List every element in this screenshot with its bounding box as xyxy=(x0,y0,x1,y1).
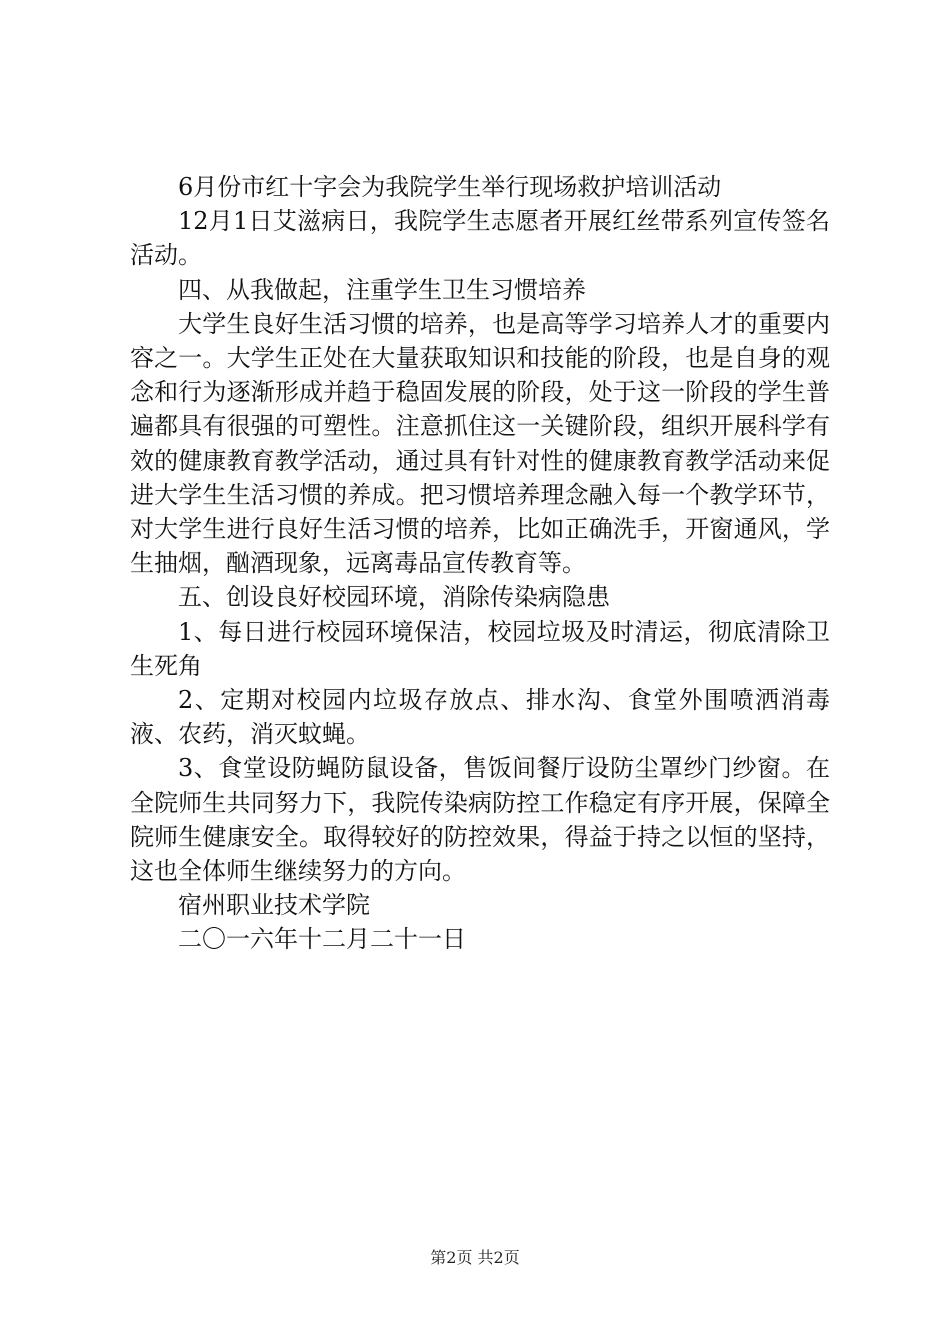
paragraph-training-event xyxy=(130,170,830,204)
paragraph-text: 1、每日进行校园环境保洁，校园垃圾及时清运，彻底清除卫生死角 xyxy=(130,617,830,680)
paragraph-item-3 xyxy=(130,751,830,888)
page-footer xyxy=(0,1245,950,1268)
paragraph-item-1 xyxy=(130,615,830,683)
heading-text: 四、从我做起，注重学生卫生习惯培养 xyxy=(178,275,586,304)
page-number: 第2页 共2页 xyxy=(430,1248,520,1267)
paragraph-text: 6月份市红十字会为我院学生举行现场救护培训活动 xyxy=(178,173,722,201)
signature-date xyxy=(130,922,830,956)
heading-text: 五、创设良好校园环境，消除传染病隐患 xyxy=(178,583,610,612)
paragraph-habits xyxy=(130,307,830,581)
section-heading-4 xyxy=(130,273,830,307)
date-text: 二〇一六年十二月二十一日 xyxy=(178,925,466,954)
document-body xyxy=(130,170,830,957)
paragraph-text: 3、食堂设防蝇防鼠设备，售饭间餐厅设防尘罩纱门纱窗。在全院师生共同努力下，我院传染病防控工作稳定有序开展，保障全院师生健康安全。取得较好的防控效果，得益于持之以恒的坚持，这也全体师生继续努力的方向。 xyxy=(130,754,830,886)
section-heading-5 xyxy=(130,580,830,614)
paragraph-item-2 xyxy=(130,683,830,751)
paragraph-aids-day xyxy=(130,204,830,272)
paragraph-text: 大学生良好生活习惯的培养，也是高等学习培养人才的重要内容之一。大学生正处在大量获取知识和技能的阶段，也是自身的观念和行为逐渐形成并趋于稳固发展的阶段，处于这一阶段的学生普遍都具有很强的可塑性。注意抓住这一关键阶段，组织开展科学有效的健康教育教学活动，通过具有针对性的健康教育教学活动来促进大学生生活习惯的养成。把习惯培养理念融入每一个教学环节，对大学生进行良好生活习惯的培养，比如正确洗手，开窗通风，学生抽烟，酗酒现象，远离毒品宣传教育等。 xyxy=(130,309,830,578)
paragraph-text: 2、定期对校园内垃圾存放点、排水沟、食堂外围喷洒消毒液、农药，消灭蚊蝇。 xyxy=(130,686,830,749)
organization-name: 宿州职业技术学院 xyxy=(178,891,370,920)
signature-organization xyxy=(130,888,830,922)
paragraph-text: 12月1日艾滋病日，我院学生志愿者开展红丝带系列宣传签名活动。 xyxy=(130,207,830,270)
